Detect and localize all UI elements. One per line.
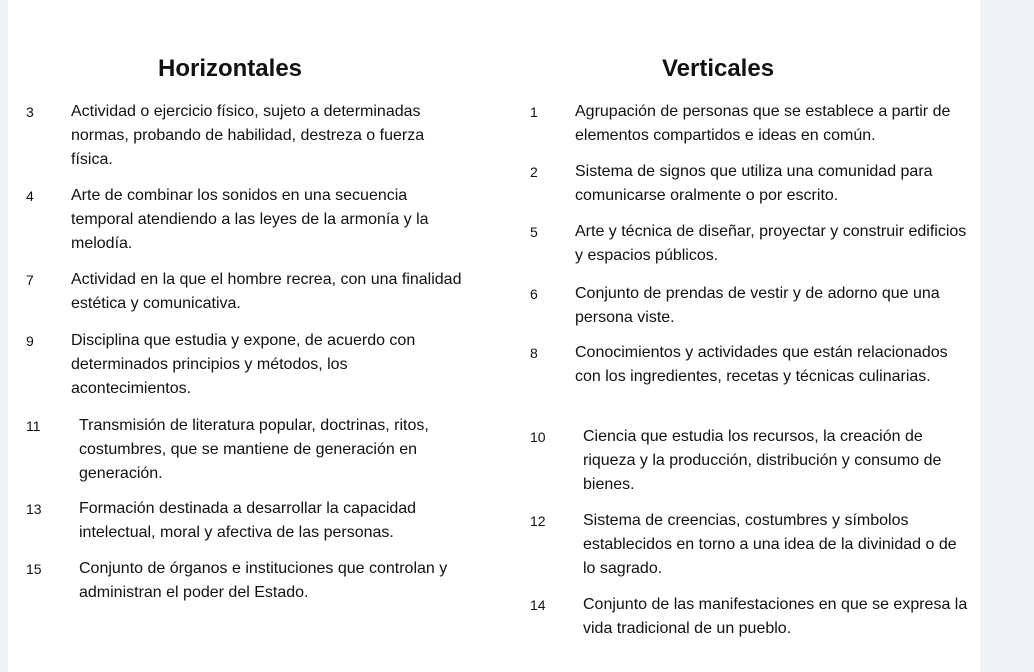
clue-number: 11: [26, 418, 41, 434]
clue-number: 2: [530, 164, 538, 180]
clue-text: Actividad en la que el hombre recrea, con una finalidad estética y comunicativa.: [71, 271, 462, 312]
clue-text: Sistema de signos que utiliza una comunidad para comunicarse oralmente o por escrito.: [575, 163, 933, 204]
clue-text: Arte de combinar los sonidos en una secuencia temporal atendiendo a las leyes de la armonía y la melodía.: [71, 187, 429, 252]
clue-text: Conocimientos y actividades que están relacionados con los ingredientes, recetas y técnicas culinarias.: [575, 344, 948, 385]
clue-text: Disciplina que estudia y expone, de acuerdo con determinados principios y métodos, los acontecimientos.: [71, 332, 416, 397]
clue-text: Arte y técnica de diseñar, proyectar y construir edificios y espacios públicos.: [575, 223, 967, 264]
clue-number: 7: [26, 272, 34, 288]
clue-number: 6: [530, 286, 538, 302]
clue-number: 10: [530, 429, 546, 445]
document-page: [8, 0, 980, 672]
clue-text: Conjunto de las manifestaciones en que se expresa la vida tradicional de un pueblo.: [583, 596, 968, 637]
clue-number: 1: [530, 104, 538, 120]
clue-text: Agrupación de personas que se establece a partir de elementos compartidos e ideas en común.: [575, 103, 951, 144]
clue-number: 12: [530, 513, 546, 529]
clue-text: Actividad o ejercicio físico, sujeto a determinadas normas, probando de habilidad, destreza o fuerza física.: [71, 103, 425, 168]
clue-text: Formación destinada a desarrollar la capacidad intelectual, moral y afectiva de las personas.: [79, 500, 417, 541]
heading-verticales: Verticales: [661, 55, 775, 82]
clue-number: 8: [530, 345, 538, 361]
page-margin-right: [980, 0, 1034, 672]
clue-text: Conjunto de prendas de vestir y de adorno que una persona viste.: [575, 285, 940, 326]
clue-number: 5: [530, 224, 538, 240]
clue-text: Transmisión de literatura popular, doctrinas, ritos, costumbres, que se mantiene de generación en generación.: [79, 417, 429, 482]
clue-number: 14: [530, 597, 546, 613]
clue-text: Sistema de creencias, costumbres y símbolos establecidos en torno a una idea de la divinidad o de lo sagrado.: [583, 512, 957, 577]
clue-text: Conjunto de órganos e instituciones que controlan y administran el poder del Estado.: [79, 560, 448, 601]
clue-number: 15: [26, 561, 42, 577]
clue-number: 4: [26, 188, 34, 204]
clue-number: 13: [26, 501, 42, 517]
clue-text: Ciencia que estudia los recursos, la creación de riqueza y la producción, distribución y consumo de bienes.: [583, 428, 942, 493]
clue-number: 3: [26, 104, 34, 120]
clue-number: 9: [26, 333, 34, 349]
heading-horizontales: Horizontales: [157, 55, 303, 82]
